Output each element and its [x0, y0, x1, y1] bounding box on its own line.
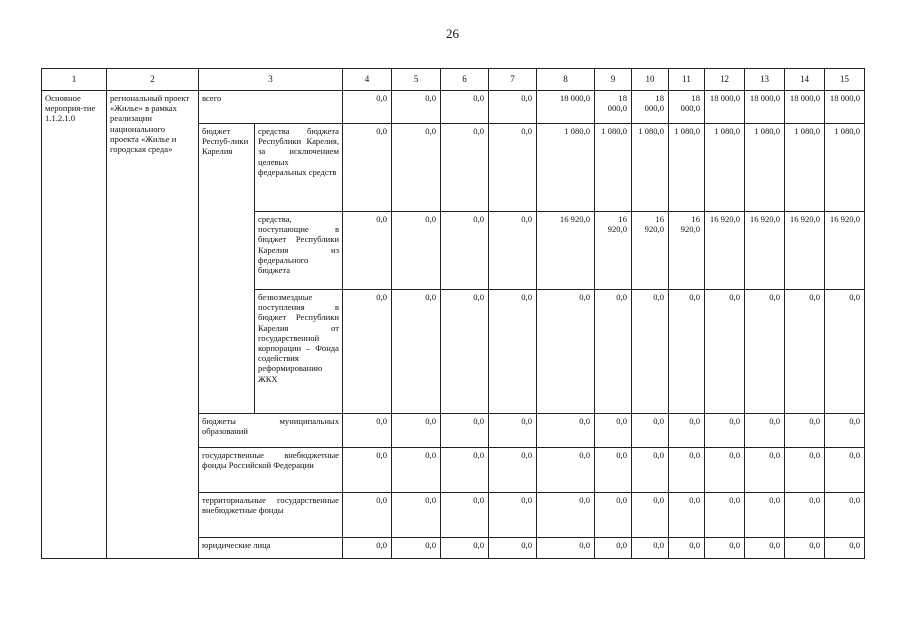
value-cell: 1 080,0 [745, 124, 785, 212]
value-cell: 0,0 [785, 290, 825, 414]
header-cell: 10 [632, 69, 669, 91]
value-cell: 0,0 [343, 124, 392, 212]
value-cell: 0,0 [825, 448, 865, 493]
header-cell: 15 [825, 69, 865, 91]
value-cell: 0,0 [343, 414, 392, 448]
value-cell: 0,0 [489, 538, 537, 559]
value-cell: 1 080,0 [825, 124, 865, 212]
value-cell: 1 080,0 [595, 124, 632, 212]
value-cell: 18 000,0 [595, 91, 632, 124]
value-cell: 18 000,0 [632, 91, 669, 124]
value-cell: 0,0 [745, 538, 785, 559]
value-cell: 18 000,0 [745, 91, 785, 124]
value-cell: 0,0 [825, 538, 865, 559]
value-cell: 0,0 [441, 538, 489, 559]
value-cell: 0,0 [745, 448, 785, 493]
value-cell: 0,0 [632, 538, 669, 559]
value-cell: 0,0 [705, 538, 745, 559]
value-cell: 0,0 [441, 290, 489, 414]
value-cell: 0,0 [745, 414, 785, 448]
value-cell: 18 000,0 [785, 91, 825, 124]
event-name-cell: Основное мероприя-тие 1.1.2.1.0 [42, 91, 107, 559]
value-cell: 0,0 [632, 448, 669, 493]
value-cell: 0,0 [441, 414, 489, 448]
value-cell: 0,0 [537, 448, 595, 493]
value-cell: 16 920,0 [785, 212, 825, 290]
header-cell: 6 [441, 69, 489, 91]
value-cell: 0,0 [537, 493, 595, 538]
source-label-cell: бюджеты муниципальных образований [199, 414, 343, 448]
value-cell: 18 000,0 [825, 91, 865, 124]
value-cell: 0,0 [669, 448, 705, 493]
value-cell: 0,0 [392, 414, 441, 448]
project-name-cell: региональный проект «Жилье» в рамках реализации национального проекта «Жилье и городская среда» [107, 91, 199, 559]
value-cell: 0,0 [632, 414, 669, 448]
value-cell: 18 000,0 [669, 91, 705, 124]
header-cell: 8 [537, 69, 595, 91]
value-cell: 18 000,0 [537, 91, 595, 124]
header-row [42, 69, 865, 91]
value-cell: 0,0 [669, 538, 705, 559]
header-cell: 5 [392, 69, 441, 91]
value-cell: 0,0 [489, 414, 537, 448]
value-cell: 0,0 [441, 91, 489, 124]
value-cell: 0,0 [343, 91, 392, 124]
value-cell: 0,0 [392, 212, 441, 290]
source-label-cell: юридические лица [199, 538, 343, 559]
header-cell: 7 [489, 69, 537, 91]
value-cell: 0,0 [595, 493, 632, 538]
value-cell: 0,0 [595, 448, 632, 493]
value-cell: 0,0 [745, 290, 785, 414]
value-cell: 0,0 [745, 493, 785, 538]
value-cell: 0,0 [705, 290, 745, 414]
value-cell: 16 920,0 [669, 212, 705, 290]
value-cell: 16 920,0 [825, 212, 865, 290]
value-cell: 0,0 [705, 414, 745, 448]
value-cell: 1 080,0 [705, 124, 745, 212]
header-cell: 3 [199, 69, 343, 91]
value-cell: 0,0 [669, 414, 705, 448]
value-cell: 0,0 [489, 91, 537, 124]
value-cell: 0,0 [441, 493, 489, 538]
value-cell: 0,0 [785, 538, 825, 559]
value-cell: 0,0 [595, 414, 632, 448]
value-cell: 0,0 [392, 124, 441, 212]
value-cell: 0,0 [343, 538, 392, 559]
source-label-cell: территориальные государственные внебюджетные фонды [199, 493, 343, 538]
source-label-cell: средства бюджета Республики Карелия, за исключением целевых федеральных средств [255, 124, 343, 212]
table-row [42, 91, 865, 124]
value-cell: 16 920,0 [745, 212, 785, 290]
value-cell: 0,0 [343, 448, 392, 493]
value-cell: 0,0 [441, 124, 489, 212]
header-cell: 12 [705, 69, 745, 91]
value-cell: 16 920,0 [537, 212, 595, 290]
value-cell: 16 920,0 [705, 212, 745, 290]
value-cell: 0,0 [343, 493, 392, 538]
value-cell: 0,0 [705, 493, 745, 538]
value-cell: 0,0 [489, 448, 537, 493]
value-cell: 0,0 [392, 538, 441, 559]
source-label-cell: средства, поступающие в бюджет Республики Карелия из федерального бюджета [255, 212, 343, 290]
header-cell: 1 [42, 69, 107, 91]
value-cell: 0,0 [785, 493, 825, 538]
header-cell: 11 [669, 69, 705, 91]
value-cell: 1 080,0 [785, 124, 825, 212]
value-cell: 0,0 [669, 290, 705, 414]
value-cell: 0,0 [392, 448, 441, 493]
source-group-cell: бюджет Респуб-лики Карелия [199, 124, 255, 414]
source-label-cell: всего [199, 91, 343, 124]
value-cell: 0,0 [537, 414, 595, 448]
value-cell: 0,0 [392, 91, 441, 124]
value-cell: 16 920,0 [595, 212, 632, 290]
value-cell: 18 000,0 [705, 91, 745, 124]
value-cell: 0,0 [537, 290, 595, 414]
value-cell: 0,0 [785, 414, 825, 448]
value-cell: 0,0 [343, 212, 392, 290]
source-label-cell: государственные внебюджетные фонды Российской Федерации [199, 448, 343, 493]
value-cell: 0,0 [632, 290, 669, 414]
value-cell: 1 080,0 [537, 124, 595, 212]
value-cell: 0,0 [595, 538, 632, 559]
value-cell: 0,0 [392, 290, 441, 414]
value-cell: 1 080,0 [632, 124, 669, 212]
value-cell: 0,0 [537, 538, 595, 559]
value-cell: 0,0 [441, 448, 489, 493]
value-cell: 16 920,0 [632, 212, 669, 290]
header-cell: 14 [785, 69, 825, 91]
value-cell: 0,0 [441, 212, 489, 290]
value-cell: 0,0 [489, 290, 537, 414]
value-cell: 1 080,0 [669, 124, 705, 212]
value-cell: 0,0 [392, 493, 441, 538]
value-cell: 0,0 [825, 493, 865, 538]
value-cell: 0,0 [669, 493, 705, 538]
value-cell: 0,0 [825, 414, 865, 448]
source-label-cell: безвозмездные поступления в бюджет Республики Карелия от государственной корпорации – Фонда содействия реформированию ЖКХ [255, 290, 343, 414]
header-cell: 9 [595, 69, 632, 91]
budget-table [41, 68, 865, 559]
header-cell: 2 [107, 69, 199, 91]
header-cell: 13 [745, 69, 785, 91]
value-cell: 0,0 [489, 493, 537, 538]
value-cell: 0,0 [595, 290, 632, 414]
value-cell: 0,0 [489, 212, 537, 290]
page-number: 26 [446, 26, 459, 41]
value-cell: 0,0 [825, 290, 865, 414]
value-cell: 0,0 [489, 124, 537, 212]
value-cell: 0,0 [705, 448, 745, 493]
value-cell: 0,0 [632, 493, 669, 538]
header-cell: 4 [343, 69, 392, 91]
value-cell: 0,0 [343, 290, 392, 414]
value-cell: 0,0 [785, 448, 825, 493]
